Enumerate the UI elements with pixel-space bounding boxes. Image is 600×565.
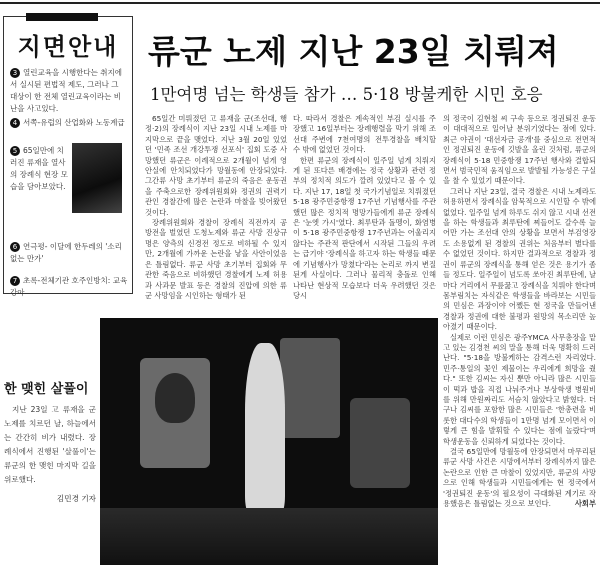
guide-item: [10, 241, 128, 265]
article-column-3: [443, 114, 596, 509]
paragraph: 그러나 지난 23일, 결국 경찰은 시내 노제라도 허용하면서 장례식을 암묵적으로 시인할 수 밖에 없었다. 일주일 넘게 하루도 쉬지 않고 시내 선전을 하는 학생들과 최루탄에 찌들어도 갈수록 늘어만 가는 조선대 안의 상황을 보면서 부검영장도 소용없게 된 경찰의 권위는 처음부터 별다를 수 없었던 것이다. 하지만 결과적으로 경찰과 정권이 류군의 장례식을 통해 얻은 것은 용기가 좀들 정도다. 일주일이 넘도록 쏘아진 최루탄에, 날마다 거리에서 무릎꿇고 장례식을 치뤄야 한다며 몸부림치는 자식같은 학생들을 바라보는 시민들의 민심은 과장이야 어쨌든 현 정국을 만들어낸 경찰과 정권에 대한 불평과 원망의 목소리만 높아졌기 때문이다.: [443, 186, 596, 332]
article-column-2: [293, 114, 436, 301]
crowd: [100, 508, 438, 565]
paragraph: 의 정국이 김현철 씨 구속 등으로 정권퇴진 운동이 대대적으로 일어날 분위기였다는 점에 있다. 최근 야권이 '대선자금 공개'를 중심으로 전면적인 정권퇴진 운동에 깃발을 올린 것처럼, 류군의 장례식이 5·18 민중항쟁 17주년 행사와 결합되면서 범국민적 움직임으로 발발될 가능성은 구실을 찰 수 있었기 때문이다.: [443, 114, 596, 186]
funeral-photo: [100, 318, 438, 565]
guide-item-text: 초록-전체기관 호주인방치: 교육강아: [10, 276, 128, 297]
caption-title: 한 맺힌 살풀이: [4, 382, 89, 397]
caption-byline: 김민경 기자: [56, 494, 96, 503]
number-badge: 4: [10, 118, 20, 128]
guide-item-text: 열린교육을 시행한다는 취지에서 실시된 편법적 제도, 그러나 그 대상이 한 전체 열린교육이라는 비난을 사고있다.: [10, 68, 122, 113]
paragraph: 장례위원회와 경찰이 장례식 직전까지 공방전을 벌였던 도청노제와 류군 사망 진상규명은 양측의 신경전 정도로 비하될 수 있지만, 2개월에 가까운 논란을 낳을 사안이었음은 틀림없다. 류군 사망 초기부터 집회와 무관한 죽음으로 비하했던 경찰에게 노제 허용과 사과문 발표 등은 경찰의 진압에 의한 류군 사망임을 시인하는 형태가 된: [145, 218, 287, 300]
guide-item-text: 서쪽-유럽의 산업화와 노동계급: [23, 118, 125, 127]
headline: 류군 노제 지난 23일 치뤄져: [148, 32, 559, 71]
portrait-banner: [280, 338, 340, 438]
subheadline: 1만여명 넘는 학생들 참가 … 5·18 방불케한 시민 호응: [150, 85, 543, 104]
paragraph: 결국 65일만에 망월동에 안장되면서 마무리된 류군 사망 사건은 시망에서부터 장례식까지 많은 논란으로 인한 큰 마찰이 있었지만, 류군의 사망으로 인해 학생들과 시민들에게는 현 정국에서 '정권퇴진 운동'의 필요성이 극대화된 계기로 작용했음은 틀림없는 것으로 보인다.: [443, 447, 596, 509]
guide-item-text: 65일만에 치러진 류재을 열사의 장례식 현장 모습을 담아보았다.: [10, 146, 68, 191]
number-badge: 6: [10, 242, 20, 252]
number-badge: 7: [10, 276, 20, 286]
guide-item: [10, 67, 128, 115]
guide-item: [10, 275, 128, 299]
caption-text: 지난 23일 고 류재을 군 노제를 치르던 날, 하늘에서는 간간히 비가 내렸다. 장례식에서 진행된 '살풀이'는 류군의 한 맺힌 마지막 길을 위로했다.: [4, 405, 96, 484]
guide-item: [10, 145, 68, 193]
guide-thumbnail-photo: [72, 143, 122, 213]
page-guide-box: [3, 16, 133, 297]
portrait-face: [155, 373, 195, 423]
guide-header-bar: [26, 13, 98, 21]
dancer-figure: [245, 343, 285, 513]
top-rule: [0, 2, 600, 4]
number-badge: 3: [10, 68, 20, 78]
guide-item: [10, 117, 128, 129]
portrait-banner: [350, 398, 410, 488]
guide-item-text: 연극평- 이달에 한두레의 '소리없는 만가': [10, 242, 122, 263]
paragraph: 다. 따라서 경찰은 계속적인 부검 실시를 주장했고 16일부터는 장례행렬을 막기 위해 조선대 주변에 7천여명의 전투경찰을 배치할 수 밖에 없었던 것이다.: [293, 114, 436, 155]
paragraph: 한편 류군의 장례식이 일주일 넘게 치뤄지게 된 또다른 배경에는 정국 상황과 관련 정부의 정치적 의도가 깔려 있었다고 볼 수 있다. 지난 17, 18일 첫 국가기념일로 치뤄졌던 5·18 광주민중항쟁 17주년 기념행사를 주관했던 많은 정치적 명망가들에게 류군 장례식은 '눈엣 가시'였다. 최루탄과 돌멩이, 화염병이 5·18 광주민중항쟁 17주년과는 어울리지 않다는 주관적 판단에서 시작된 그들의 우려는 급기야 '장례식을 하고자 하는 학생들 때문에 기념행사가 망쳤다'라는 논리로 까지 변질된게 사실이다. 그러나 물리적 충돌로 인해 나타난 현상적 모습보다 더욱 우려했던 것은 당시: [293, 155, 436, 300]
guide-title: 지면안내: [17, 33, 119, 61]
paragraph: 65일간 미뤄졌던 고 류재을 군(조선대, 행정·2)의 장례식이 지난 23일 시내 노제를 마지막으로 끝을 맺었다. 지난 3월 20일 있었던 '민족 조선 개강투쟁 선포식' 집회 도중 사망했던 류군은 이례적으로 2개월이 넘게 영안실에 안치되었다가 망월동에 안장되었다. 그간류 사망 초기부터 류군의 죽음은 운동권을 주축으로한 장례위원회와 정권의 권력기관인 경찰간에 많은 논란과 마찰을 빚어왔던 것이다.: [145, 114, 287, 217]
photo-caption: [4, 378, 96, 504]
article-byline: 사회부: [574, 499, 596, 509]
paragraph: 실제로 이런 민심은 광주YMCA 사무총장을 맡고 있는 김경천 씨의 말을 통해 더욱 명확히 드러난다. "5·18을 방불케하는 감격스런 자리였다. 민주·통일의 꽃인 제물이는 우리에게 희망을 줬다." 또한 김씨는 자신 뿐만 아니라 많은 시민들이 떡과 밥을 직접 나눠주거나 부상학생 병원비를 위해 만원짜리도 서슴치 않았다고 밝혔다. 더구나 김씨를 포함한 많은 시민들은 '한총련을 비롯한 대다수의 학생들이 1만명 넘게 모이면서 이렇게 큰 힘을 발휘할 수 있다는 점에 놀랐다'며 학생운동을 신뢰하게 되었다는 것이다.: [443, 332, 596, 446]
number-badge: 5: [10, 146, 20, 156]
article-column-1: [145, 114, 287, 301]
